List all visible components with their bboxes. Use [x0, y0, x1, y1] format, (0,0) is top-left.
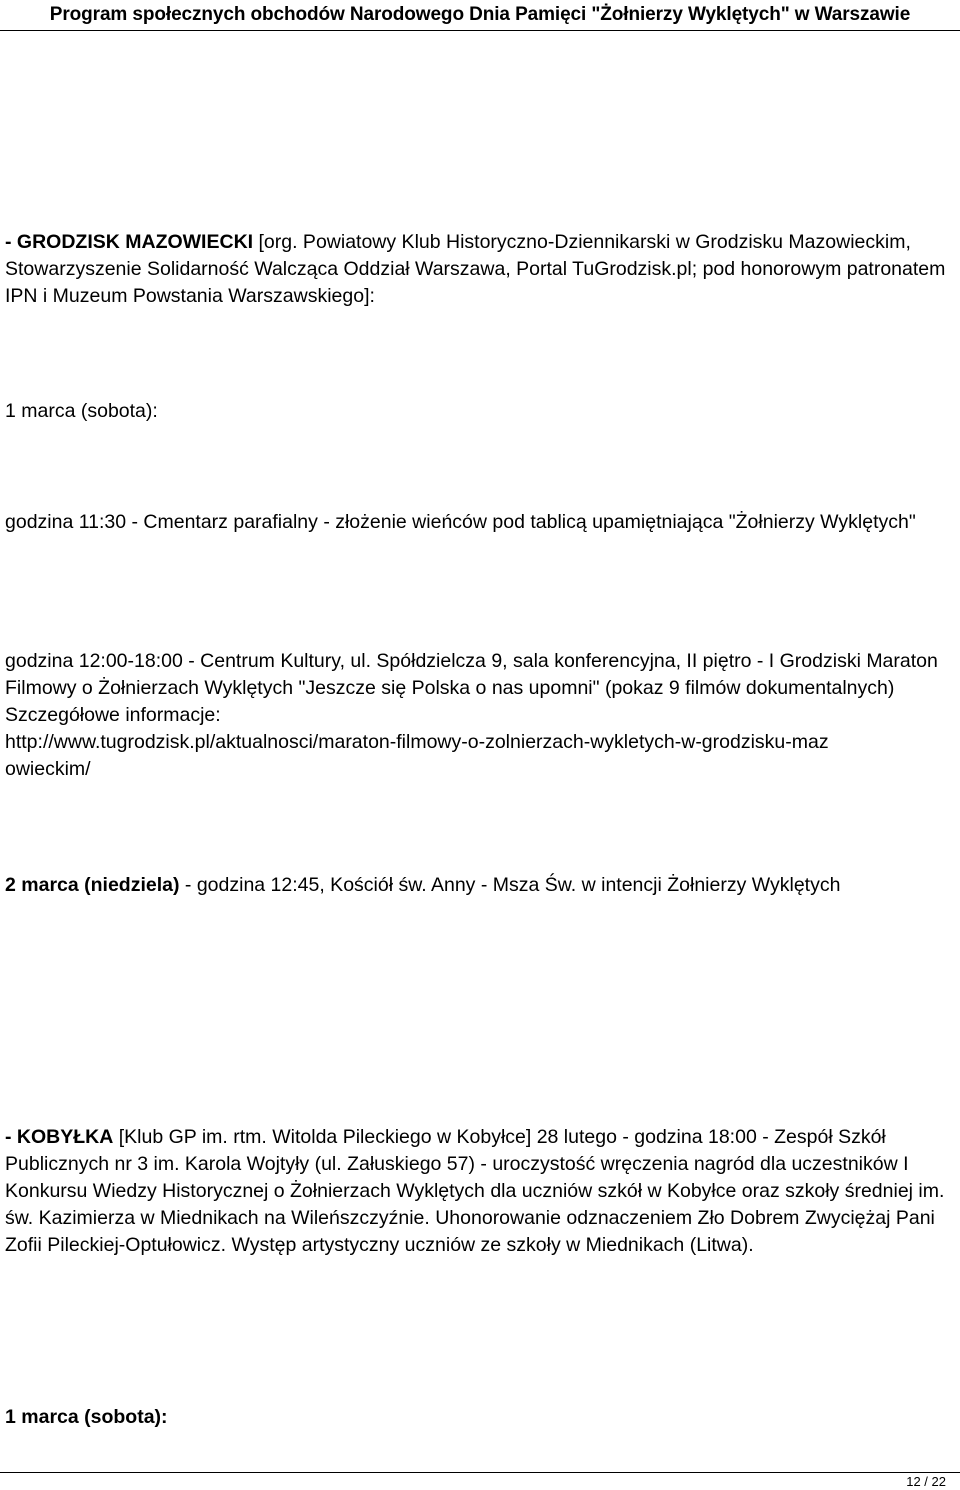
- kobylka-heading: - KOBYŁKA: [5, 1126, 114, 1148]
- event2-paragraph: [5, 648, 953, 783]
- footer-divider: [0, 1472, 960, 1473]
- event1-text: godzina 11:30 - Cmentarz parafialny - złożenie wieńców pod tablicą upamiętniająca "Żołnierzy Wyklętych": [5, 511, 916, 533]
- page-number: 12 / 22: [906, 1474, 946, 1489]
- page-header-title: Program społecznych obchodów Narodowego Dnia Pamięci "Żołnierzy Wyklętych" w Warszawie: [0, 0, 960, 31]
- event2-url-line1: http://www.tugrodzisk.pl/aktualnosci/maraton-filmowy-o-zolnierzach-wykletych-w-grodzisku-maz: [5, 731, 829, 753]
- day2-paragraph: [5, 872, 953, 899]
- day2-label: 2 marca (niedziela): [5, 874, 180, 896]
- day1-label: 1 marca (sobota):: [5, 400, 158, 422]
- kobylka-text: [Klub GP im. rtm. Witolda Pileckiego w Kobyłce] 28 lutego - godzina 18:00 - Zespół Szkół Publicznych nr 3 im. Karola Wojtyły (ul. Załuskiego 57) - uroczystość wręczenia nagród dla uczestników I Konkursu Wiedzy Historycznej o Żołnierzach Wyklętych dla uczniów szkół w Kobyłce oraz szkoły średniej im. św. Kazimierza w Miednikach na Wileńszczyźnie. Uhonorowanie odznaczeniem Zło Dobrem Zwyciężaj Pani Zofii Pileckiej-Optułowicz. Występ artystyczny uczniów ze szkoły w Miednikach (Litwa).: [5, 1126, 945, 1256]
- grodzisk-organizers: [org. Powiatowy Klub Historyczno-Dziennikarski w Grodzisku Mazowieckim, Stowarzyszenie Solidarność Walcząca Oddział Warszawa, Portal TuGrodzisk.pl; pod honorowym patronatem IPN i Muzeum Powstania Warszawskiego]:: [5, 231, 946, 307]
- grodzisk-heading: - GRODZISK MAZOWIECKI: [5, 231, 254, 253]
- grodzisk-paragraph: [5, 229, 953, 310]
- event2-url-line2: owieckim/: [5, 758, 91, 780]
- event2-text: godzina 12:00-18:00 - Centrum Kultury, ul. Spółdzielcza 9, sala konferencyjna, II piętro - I Grodziski Maraton Filmowy o Żołnierzach Wyklętych "Jeszcze się Polska o nas upomni" (pokaz 9 filmów dokumentalnych) Szczegółowe informacje:: [5, 650, 938, 726]
- day3-label: 1 marca (sobota):: [5, 1406, 168, 1428]
- kobylka-paragraph: [5, 1124, 953, 1259]
- day2-text: - godzina 12:45, Kościół św. Anny - Msza Św. w intencji Żołnierzy Wyklętych: [179, 874, 841, 896]
